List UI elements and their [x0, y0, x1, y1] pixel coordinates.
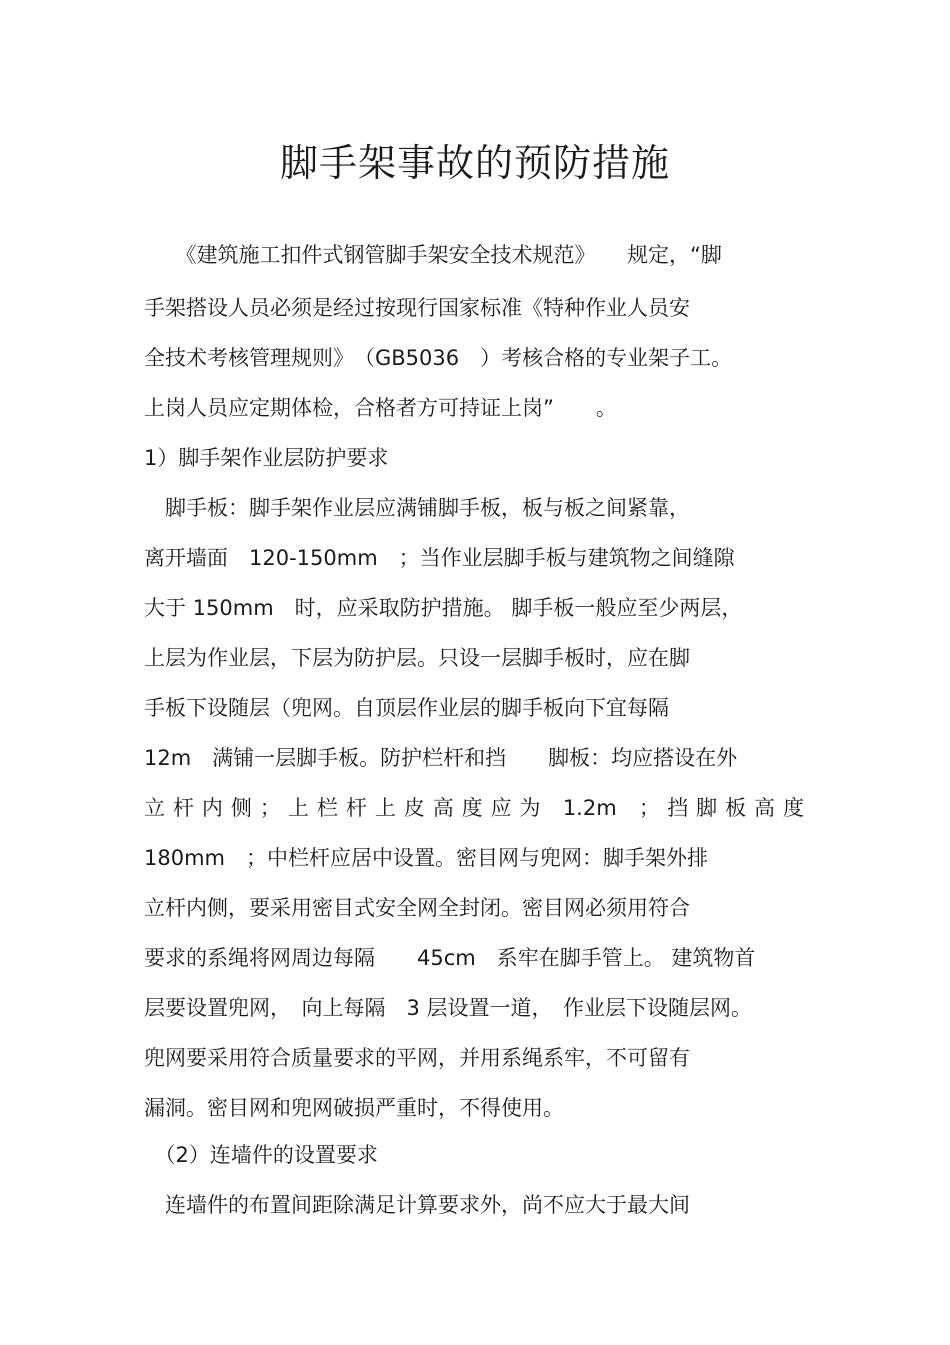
- paragraph-line-9: 上层为作业层，下层为防护层。只设一层脚手板时，应在脚: [144, 646, 690, 670]
- section-heading-1: 1）脚手架作业层防护要求: [144, 446, 389, 470]
- paragraph-line-10: 手板下设随层（兜网。自顶层作业层的脚手板向下宜每隔: [144, 696, 669, 720]
- document-title: 脚手架事故的预防措施: [279, 141, 670, 185]
- paragraph-line-7: 离开墙面 120-150mm ；当作业层脚手板与建筑物之间缝隙: [144, 546, 735, 570]
- section-heading-2: （2）连墙件的设置要求: [144, 1143, 378, 1167]
- paragraph-line-20: 连墙件的布置间距除满足计算要求外，尚不应大于最大间: [144, 1193, 690, 1217]
- paragraph-line-18: 漏洞。密目网和兜网破损严重时，不得使用。: [144, 1096, 564, 1120]
- paragraph-line-11: 12m 满铺一层脚手板。防护栏杆和挡 脚板：均应搭设在外: [144, 746, 738, 770]
- paragraph-line-8: 大于 150mm 时，应采取防护措施。 脚手板一般应至少两层，: [144, 596, 743, 620]
- paragraph-line-6: 脚手板：脚手架作业层应满铺脚手板，板与板之间紧靠，: [144, 496, 690, 520]
- paragraph-line-1: 《建筑施工扣件式钢管脚手架安全技术规范》 规定，“脚: [144, 243, 722, 267]
- paragraph-line-12: 立 杆 内 侧 ； 上 栏 杆 上 皮 高 度 应 为 1.2m ； 挡 脚 板 高 度: [144, 796, 804, 820]
- paragraph-line-14: 立杆内侧，要采用密目式安全网全封闭。密目网必须用符合: [144, 896, 690, 920]
- paragraph-line-15: 要求的系绳将网周边每隔 45cm 系牢在脚手管上。 建筑物首: [144, 946, 756, 970]
- paragraph-line-13: 180mm ；中栏杆应居中设置。密目网与兜网：脚手架外排: [144, 846, 708, 870]
- paragraph-line-2: 手架搭设人员必须是经过按现行国家标准《特种作业人员安: [144, 296, 690, 320]
- paragraph-line-16: 层要设置兜网， 向上每隔 3 层设置一道， 作业层下设随层网。: [144, 996, 753, 1020]
- paragraph-line-17: 兜网要采用符合质量要求的平网，并用系绳系牢，不可留有: [144, 1046, 690, 1070]
- paragraph-line-3: 全技术考核管理规则》 （GB5036 ）考核合格的专业架子工。: [144, 346, 733, 370]
- paragraph-line-4: 上岗人员应定期体检，合格者方可持证上岗” 。: [144, 396, 617, 420]
